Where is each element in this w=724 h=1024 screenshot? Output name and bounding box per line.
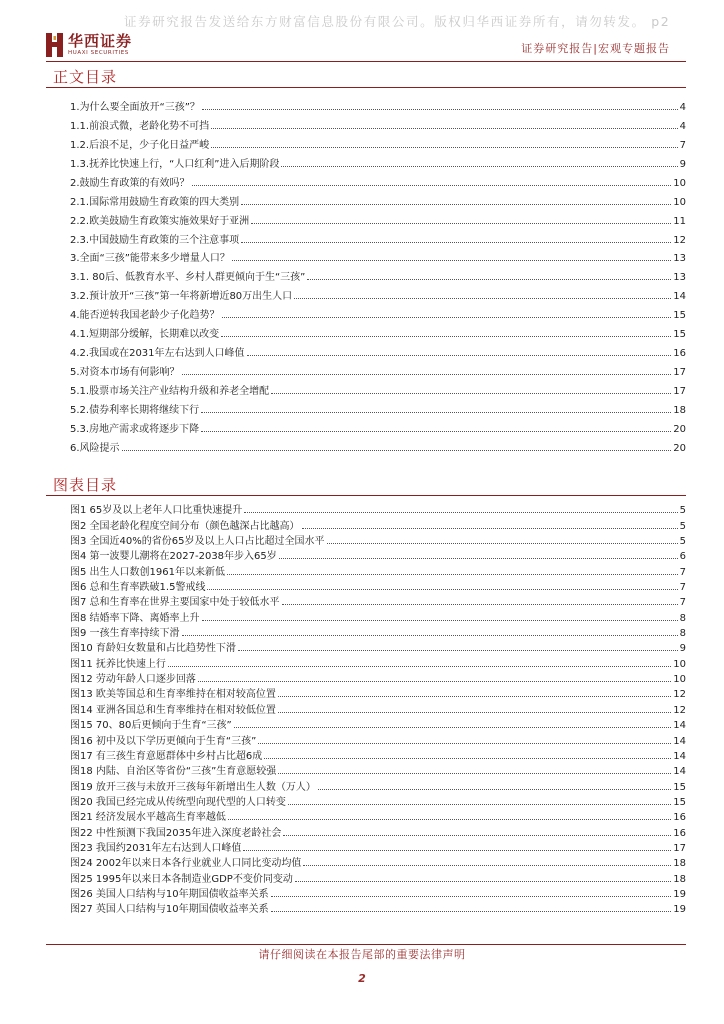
toc-entry-page: 15: [673, 310, 686, 322]
dot-leader: [122, 450, 672, 451]
dot-leader: [271, 896, 672, 897]
figure-entry-page: 10: [673, 658, 686, 670]
figure-entry-page: 15: [673, 781, 686, 793]
toc-entry-label: 2.1.国际常用鼓励生育政策的四大类别: [70, 196, 240, 208]
toc-entry[interactable]: [70, 283, 686, 302]
toc-entry-page: 4: [679, 120, 686, 132]
toc-entry-label: 5.2.债券利率长期将继续下行: [70, 404, 200, 416]
toc-entry-page: 9: [679, 158, 686, 170]
figure-entry-label: 图23 我国约2031年左右达到人口峰值: [70, 842, 242, 854]
figure-entry-label: 图2 全国老龄化程度空间分布（颜色越深占比越高）: [70, 520, 300, 532]
toc-entry-page: 17: [673, 386, 686, 397]
toc-entry-page: 13: [673, 272, 686, 284]
figure-entry-page: 5: [679, 520, 686, 532]
dot-leader: [244, 512, 677, 513]
toc-entry-label: 4.2.我国或在2031年左右达到人口峰值: [70, 348, 245, 360]
huaxi-logo: [45, 30, 155, 64]
figure-entry-label: 图19 放开三孩与未放开三孩每年新增出生人数（万人）: [70, 781, 316, 793]
figure-entry[interactable]: [70, 624, 686, 639]
figure-entry-page: 5: [679, 536, 686, 548]
toc-entry[interactable]: [70, 246, 686, 265]
toc-entry-label: 5.3.房地产需求或将逐步下降: [70, 423, 200, 435]
figure-entry[interactable]: [70, 608, 686, 623]
figure-entry-label: 图4 第一波婴儿潮将在2027-2038年步入65岁: [70, 551, 277, 563]
figure-entry-label: 图22 中性预测下我国2035年进入深度老龄社会: [70, 827, 282, 839]
toc-entry-label: 1.为什么要全面放开“三孩”？: [70, 101, 200, 113]
toc-entry[interactable]: [70, 359, 686, 378]
figure-entry-label: 图7 总和生育率在世界主要国家中处于较低水平: [70, 597, 280, 609]
figure-entry[interactable]: [70, 700, 686, 715]
toc-entry-label: 4.能否逆转我国老龄少子化趋势？: [70, 310, 220, 322]
toc-entry-page: 13: [673, 253, 686, 265]
figure-entry[interactable]: [70, 593, 686, 608]
toc-entry[interactable]: [70, 378, 686, 397]
figure-entry[interactable]: [70, 639, 686, 654]
toc-entry[interactable]: [70, 151, 686, 170]
toc-entry-label: 5.对资本市场有何影响？: [70, 367, 180, 379]
figure-entry[interactable]: [70, 762, 686, 777]
figure-entry-page: 5: [679, 505, 686, 517]
figure-entry-page: 16: [673, 827, 686, 839]
figure-entry-page: 19: [673, 904, 686, 916]
toc-entry[interactable]: [70, 208, 686, 227]
figure-entry-label: 图13 欧美等国总和生育率维持在相对较高位置: [70, 689, 276, 701]
dot-leader: [258, 743, 671, 744]
dot-leader: [222, 317, 672, 318]
dot-leader: [241, 242, 671, 243]
toc-entry[interactable]: [70, 170, 686, 189]
toc-entry[interactable]: [70, 302, 686, 321]
toc-entry-label: 5.1.股票市场关注产业结构升级和养老全增配: [70, 386, 270, 397]
toc-entry[interactable]: [70, 132, 686, 151]
dot-leader: [302, 528, 678, 529]
toc-entry-label: 3.2.预计放开“三孩”第一年将新增近80万出生人口: [70, 291, 293, 303]
figure-entry-page: 18: [673, 873, 686, 885]
dot-leader: [192, 185, 672, 186]
dot-leader: [168, 666, 671, 667]
toc-entry-page: 20: [673, 423, 686, 435]
dot-leader: [211, 147, 678, 148]
dot-leader: [221, 336, 671, 337]
figure-entry-label: 图14 亚洲各国总和生育率维持在相对较低位置: [70, 704, 276, 716]
figure-entry-page: 12: [673, 704, 686, 716]
toc-entry-page: 15: [673, 329, 686, 341]
figure-entry-label: 图1 65岁及以上老年人口比重快速提升: [70, 505, 243, 517]
watermark-text: 证券研究报告发送给东方财富信息股份有限公司。版权归华西证券所有，请勿转发。 p2: [124, 14, 671, 29]
figure-entry-page: 19: [673, 888, 686, 900]
huaxi-logo-icon: [45, 32, 65, 58]
figures-title-divider: [46, 495, 686, 496]
figure-entry[interactable]: [70, 823, 686, 838]
dot-leader: [247, 355, 672, 356]
dot-leader: [198, 681, 671, 682]
figure-entry-page: 7: [679, 582, 686, 594]
toc-entry[interactable]: [70, 435, 686, 454]
toc-entry-label: 1.1.前浪式微，老龄化势不可挡: [70, 120, 210, 132]
dot-leader: [303, 865, 671, 866]
figure-entry[interactable]: [70, 654, 686, 669]
figure-entry-page: 14: [673, 720, 686, 732]
figures-list-title: 图表目录: [53, 476, 118, 494]
toc-entry-label: 1.3.抚养比快速上行，“人口红利”进入后期阶段: [70, 158, 280, 170]
figure-entry-label: 图21 经济发展水平越高生育率越低: [70, 812, 226, 824]
figure-entry[interactable]: [70, 578, 686, 593]
figure-entry-page: 16: [673, 812, 686, 824]
figure-entry-label: 图9 一孩生育率持续下滑: [70, 628, 180, 640]
dot-leader: [234, 727, 672, 728]
figure-entry[interactable]: [70, 731, 686, 746]
dot-leader: [264, 758, 671, 759]
figure-entry-page: 7: [679, 597, 686, 609]
toc-title: 正文目录: [53, 68, 118, 86]
dot-leader: [271, 393, 671, 394]
legal-notice: 请仔细阅读在本报告尾部的重要法律声明: [258, 948, 466, 961]
figure-entry-page: 9: [679, 643, 686, 655]
toc-entry-page: 7: [679, 139, 686, 151]
logo-english-name: HUAXI SECURITIES: [68, 50, 129, 56]
toc-entry-page: 18: [673, 404, 686, 416]
toc-entry[interactable]: [70, 94, 686, 113]
dot-leader: [228, 819, 671, 820]
toc-entry-page: 11: [673, 215, 686, 227]
dot-leader: [232, 260, 671, 261]
figure-entry-label: 图16 初中及以下学历更倾向于生育“三孩”: [70, 735, 257, 747]
figure-entry-page: 17: [673, 842, 686, 854]
dot-leader: [182, 635, 678, 636]
toc-entry-label: 3.1. 80后、低教育水平、乡村人群更倾向于生“三孩”: [70, 272, 306, 284]
page-number: 2: [358, 972, 366, 985]
dot-leader: [207, 589, 677, 590]
dot-leader: [201, 412, 671, 413]
logo-chinese-name: 华西证券: [68, 32, 133, 50]
figure-entry-page: 8: [679, 612, 686, 624]
dot-leader: [282, 604, 678, 605]
toc-entry[interactable]: [70, 340, 686, 359]
toc-entry-label: 4.1.短期部分缓解，长期难以改变: [70, 329, 220, 341]
figure-entry-page: 8: [679, 628, 686, 640]
figure-entry[interactable]: [70, 808, 686, 823]
toc-entry-page: 4: [679, 101, 686, 113]
figure-entry[interactable]: [70, 716, 686, 731]
toc-entry-label: 2.鼓励生育政策的有效吗？: [70, 177, 190, 189]
figure-entry[interactable]: [70, 562, 686, 577]
toc-entry-page: 10: [673, 196, 686, 208]
figure-entry[interactable]: [70, 793, 686, 808]
figure-entry-page: 14: [673, 735, 686, 747]
dot-leader: [278, 712, 671, 713]
report-type-label: 证券研究报告|宏观专题报告: [521, 42, 670, 55]
figure-entry-page: 18: [673, 858, 686, 870]
dot-leader: [283, 835, 671, 836]
dot-leader: [211, 128, 678, 129]
toc-entry-page: 12: [673, 234, 686, 246]
toc-entry-label: 2.2.欧美鼓励生育政策实施效果好于亚洲: [70, 215, 250, 227]
dot-leader: [201, 431, 671, 432]
figure-entry[interactable]: [70, 869, 686, 884]
dot-leader: [278, 773, 671, 774]
dot-leader: [243, 850, 671, 851]
figure-entry[interactable]: [70, 516, 686, 531]
dot-leader: [238, 650, 678, 651]
figure-entry-label: 图11 抚养比快速上行: [70, 658, 166, 670]
figure-entry-label: 图27 英国人口结构与10年期国债收益率关系: [70, 904, 269, 916]
dot-leader: [278, 696, 671, 697]
dot-leader: [241, 204, 671, 205]
figure-entry-label: 图24 2002年以来日本各行业就业人口同比变动均值: [70, 858, 302, 870]
dot-leader: [327, 543, 678, 544]
figure-entry[interactable]: [70, 885, 686, 900]
figure-entry-label: 图20 我国已经完成从传统型向现代型的人口转变: [70, 796, 286, 808]
dot-leader: [227, 574, 678, 575]
figure-entry[interactable]: [70, 839, 686, 854]
dot-leader: [318, 789, 671, 790]
figure-entry-label: 图18 内陆、自治区等省份“三孩”生育意愿较强: [70, 766, 277, 778]
figure-entry-label: 图12 劳动年龄人口逐步回落: [70, 674, 196, 686]
dot-leader: [295, 881, 671, 882]
table-of-contents: [70, 94, 686, 454]
toc-entry-label: 3.全面“三孩”能带来多少增量人口？: [70, 253, 230, 265]
toc-entry[interactable]: [70, 416, 686, 435]
toc-entry-page: 17: [673, 367, 686, 379]
toc-entry-label: 6.风险提示: [70, 442, 120, 454]
figure-entry-page: 15: [673, 796, 686, 808]
figure-entry-label: 图17 有三孩生育意愿群体中乡村占比超6成: [70, 750, 263, 762]
figure-entry-label: 图5 出生人口数创1961年以来新低: [70, 566, 225, 578]
dot-leader: [307, 279, 671, 280]
figure-entry-page: 7: [679, 566, 686, 578]
dot-leader: [202, 109, 678, 110]
footer-divider: [46, 944, 686, 945]
figure-entry-page: 14: [673, 766, 686, 778]
figure-entry-label: 图25 1995年以来日本各制造业GDP不变价同变动: [70, 873, 293, 885]
figure-entry-page: 6: [679, 551, 686, 563]
figure-entry-label: 图10 育龄妇女数量和占比趋势性下滑: [70, 643, 236, 655]
figure-entry[interactable]: [70, 670, 686, 685]
figure-entry[interactable]: [70, 777, 686, 792]
dot-leader: [281, 166, 677, 167]
figure-entry-label: 图8 结婚率下降、离婚率上升: [70, 612, 200, 624]
figure-entry-label: 图26 美国人口结构与10年期国债收益率关系: [70, 888, 269, 900]
dot-leader: [182, 374, 672, 375]
toc-entry-page: 16: [673, 348, 686, 360]
figure-entry-label: 图15 70、80后更倾向于生育“三孩”: [70, 720, 232, 732]
toc-entry-page: 10: [673, 177, 686, 189]
toc-entry[interactable]: [70, 321, 686, 340]
figure-entry-page: 10: [673, 674, 686, 686]
toc-entry[interactable]: [70, 397, 686, 416]
dot-leader: [202, 620, 678, 621]
figure-entry-label: 图6 总和生育率跌破1.5警戒线: [70, 582, 206, 594]
toc-entry[interactable]: [70, 189, 686, 208]
dot-leader: [271, 911, 672, 912]
figure-entry-page: 14: [673, 750, 686, 762]
toc-entry-label: 1.2.后浪不足，少子化日益严峻: [70, 139, 210, 151]
figure-entry[interactable]: [70, 685, 686, 700]
dot-leader: [251, 223, 671, 224]
toc-title-divider: [46, 87, 686, 88]
figure-entry[interactable]: [70, 501, 686, 516]
toc-entry[interactable]: [70, 264, 686, 283]
figures-list: [70, 501, 686, 915]
figure-entry[interactable]: [70, 547, 686, 562]
figure-entry[interactable]: [70, 532, 686, 547]
toc-entry-label: 2.3.中国鼓励生育政策的三个注意事项: [70, 234, 240, 246]
toc-entry-page: 14: [673, 291, 686, 303]
header-divider: [46, 61, 686, 62]
toc-entry-page: 20: [673, 442, 686, 454]
dot-leader: [279, 558, 678, 559]
figure-entry-label: 图3 全国近40%的省份65岁及以上人口占比超过全国水平: [70, 536, 325, 548]
figure-entry-page: 12: [673, 689, 686, 701]
dot-leader: [294, 298, 671, 299]
figure-entry[interactable]: [70, 900, 686, 915]
dot-leader: [288, 804, 671, 805]
toc-entry[interactable]: [70, 113, 686, 132]
figure-entry[interactable]: [70, 854, 686, 869]
toc-entry[interactable]: [70, 227, 686, 246]
figure-entry[interactable]: [70, 747, 686, 762]
